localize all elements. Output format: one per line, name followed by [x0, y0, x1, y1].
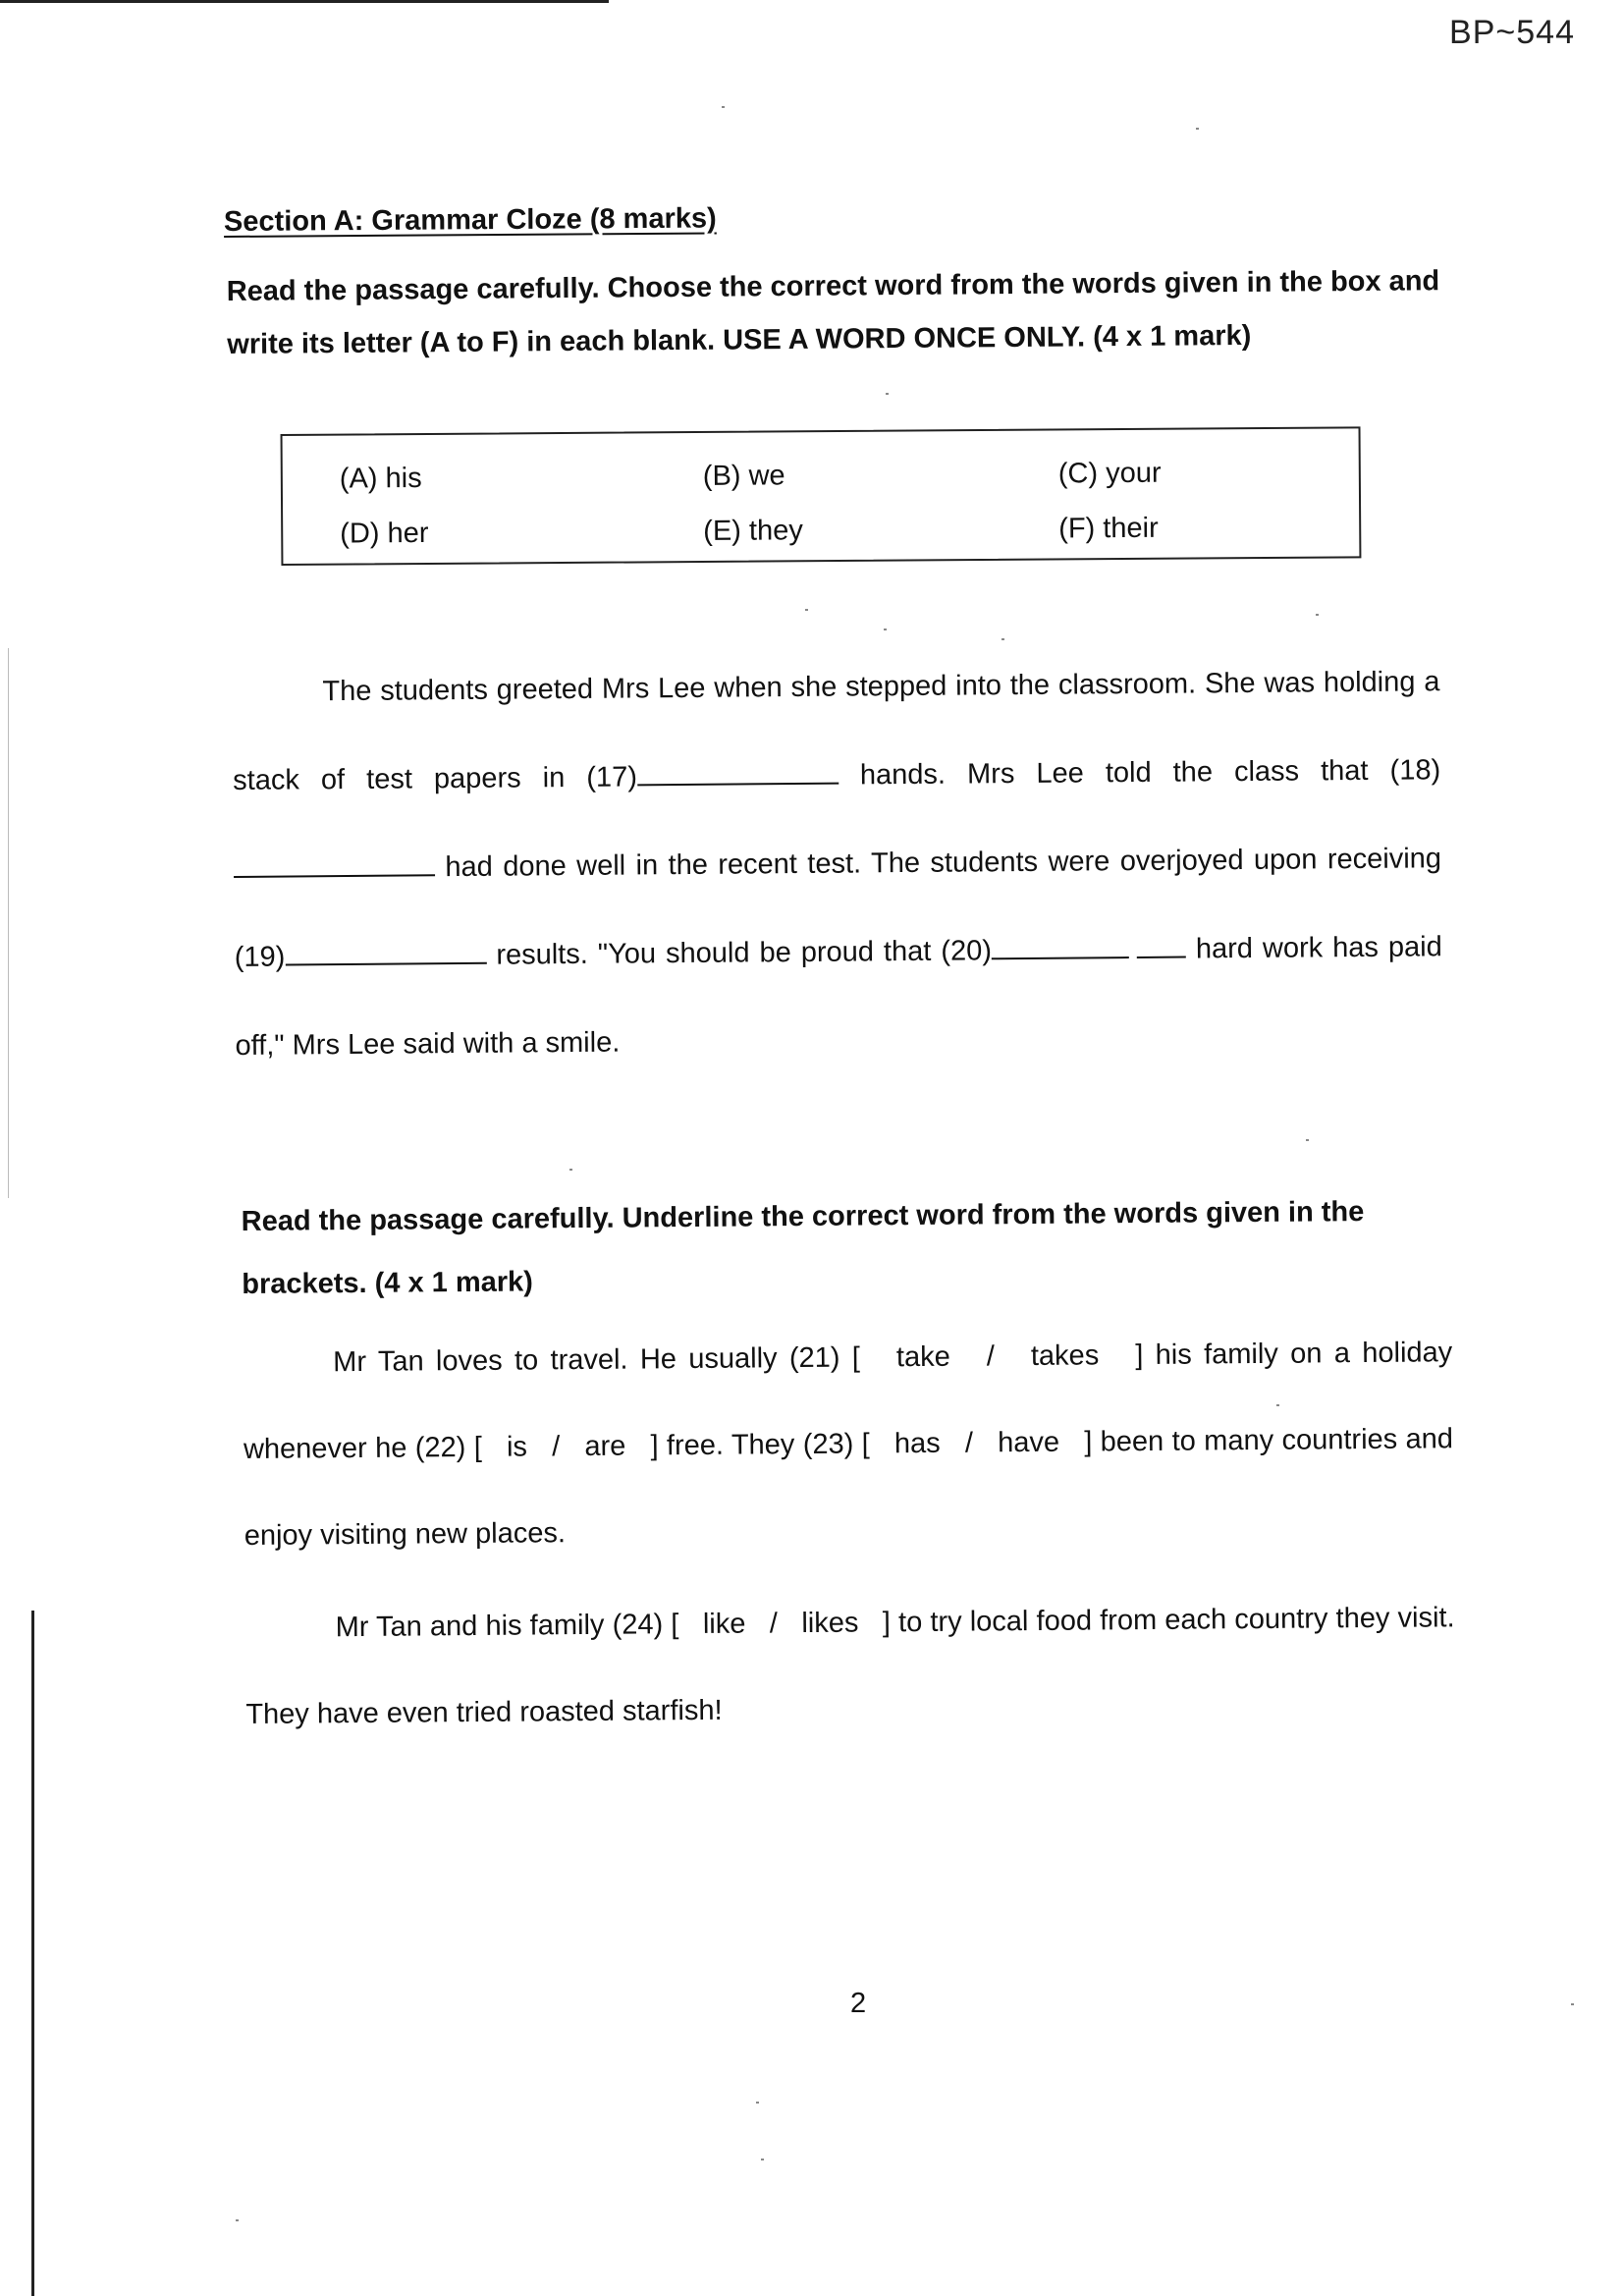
scan-left-margin-mark	[8, 648, 9, 1198]
word-option-f: (F) their	[1058, 512, 1159, 545]
passage-text: his family on a holiday whenever he	[243, 1337, 1453, 1465]
question-number-17: (17)	[586, 761, 638, 793]
cloze-passage	[232, 637, 1443, 1090]
scan-speck	[1276, 1404, 1279, 1406]
section-title: Section A: Grammar Cloze (8 marks)	[223, 202, 717, 238]
passage-text: hands. Mrs Lee told the class that	[859, 754, 1369, 792]
scan-speck	[1306, 1139, 1309, 1141]
scan-speck	[886, 393, 889, 395]
answer-blank-18[interactable]	[234, 852, 435, 878]
word-box	[281, 426, 1362, 566]
passage-text: free. They	[666, 1429, 795, 1462]
question-number-18: (18)	[1389, 754, 1441, 787]
scan-speck	[1001, 638, 1004, 640]
scan-speck	[722, 106, 725, 108]
underline-passage-paragraph-2	[244, 1574, 1455, 1758]
answer-blank-19[interactable]	[285, 941, 486, 966]
word-option-b: (B) we	[702, 460, 785, 492]
passage-text: had done well in the recent test. The students were overjoyed upon receiving	[445, 843, 1442, 884]
scan-speck	[805, 609, 808, 611]
scan-speck	[756, 2102, 759, 2104]
scan-top-edge	[0, 0, 609, 3]
passage-text: The students greeted Mrs Lee when she stepped into the classroom. She was holding a stack of test papers in	[233, 666, 1440, 797]
passage-text: Mr Tan loves to travel. He usually	[333, 1342, 778, 1379]
page-number: 2	[850, 1988, 867, 2019]
word-option-d: (D) her	[340, 517, 429, 550]
scan-speck	[884, 629, 887, 630]
question-22-choices[interactable]: (22) [ is / are ]	[414, 1430, 659, 1464]
question-21-choices[interactable]: (21) [ take / takes ]	[788, 1339, 1144, 1375]
scan-speck	[1196, 128, 1199, 130]
scan-speck	[236, 2219, 239, 2221]
question-23-choices[interactable]: (23) [ has / have ]	[802, 1426, 1093, 1461]
answer-blank-20[interactable]	[992, 935, 1129, 959]
word-option-c: (C) your	[1057, 457, 1162, 490]
question-number-19: (19)	[234, 941, 286, 973]
scan-left-edge	[31, 1611, 34, 2296]
scan-speck	[569, 1169, 572, 1171]
passage-text: to try local food from each country they visit. They have even tried roasted starfish!	[245, 1602, 1455, 1730]
passage-text: been to many countries and enjoy visiting new places.	[244, 1423, 1454, 1552]
passage-text: hard work has paid off," Mrs Lee said with a smile.	[235, 931, 1442, 1062]
answer-blank-20-tail	[1137, 935, 1186, 958]
underline-passage-paragraph-1	[243, 1309, 1454, 1579]
question-24-choices[interactable]: (24) [ like / likes ]	[612, 1607, 892, 1641]
paper-code: BP~544	[1449, 14, 1575, 51]
passage-text: Mr Tan and his family	[335, 1609, 605, 1644]
question-number-20: (20)	[941, 935, 993, 967]
word-option-e: (E) they	[703, 515, 803, 547]
scan-speck	[761, 2159, 764, 2160]
instructions-part1: Read the passage carefully. Choose the correct word from the words given in the box and write its letter (A to F) in each blank. USE A WORD ONCE ONLY. (4 x 1 mark)	[226, 265, 1440, 360]
scan-speck	[1571, 2003, 1574, 2005]
passage-text: results. "You should be proud that	[496, 935, 932, 971]
word-option-a: (A) his	[339, 462, 422, 495]
answer-blank-17[interactable]	[637, 761, 839, 787]
instructions-part2: Read the passage carefully. Underline the correct word from the words given in the brackets. (4 x 1 mark)	[241, 1196, 1365, 1300]
scan-speck	[1316, 614, 1319, 616]
